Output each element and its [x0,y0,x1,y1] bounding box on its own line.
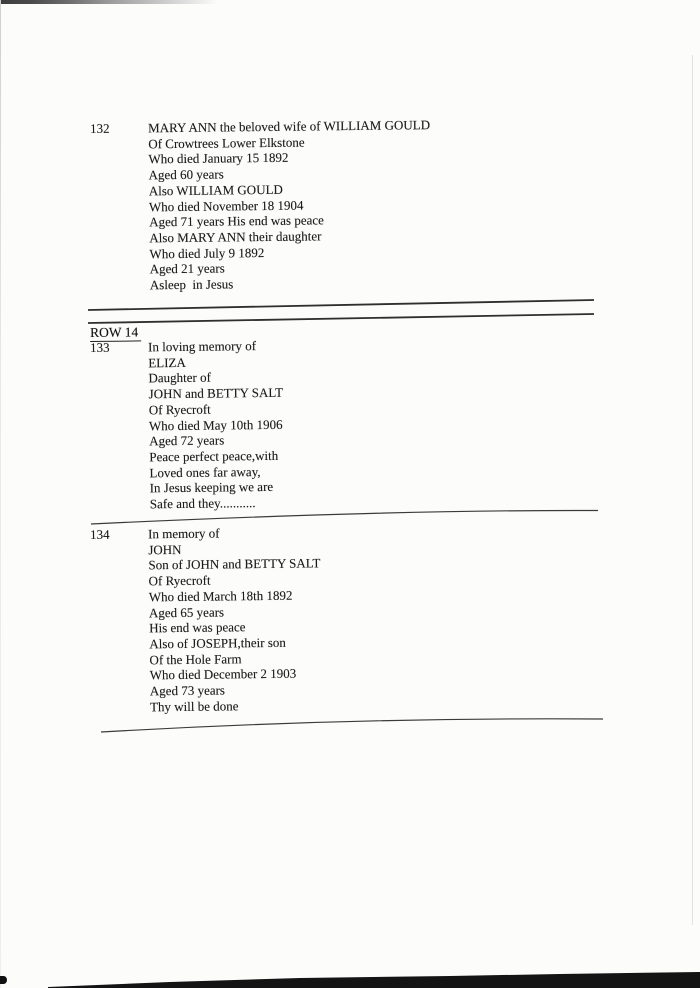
double-rule-top [88,300,594,310]
entry-line: In Jesus keeping we are [149,479,274,496]
separator-after-134 [101,719,603,732]
entry-line: Aged 65 years [148,604,225,620]
memorial-entry-132 [90,117,432,294]
row-heading: ROW 14 [90,324,141,342]
entry-line: Who died March 18th 1892 [148,587,293,605]
entry-line: Aged 72 years [149,432,225,449]
entry-line: Safe and they........... [149,495,256,512]
entry-line: Also of JOSEPH,their son [149,634,286,652]
entry-line: JOHN and BETTY SALT [148,384,284,402]
entry-number: 133 [90,339,110,355]
entry-text [148,524,322,714]
double-rule-bottom [88,314,594,323]
entry-line: Aged 60 years [148,166,224,183]
separator-after-133 [91,510,598,524]
entry-number: 132 [90,120,110,136]
entry-line: Aged 71 years His end was peace [149,212,324,230]
entry-text [148,117,432,293]
entry-number: 134 [90,526,110,542]
entry-line: MARY ANN the beloved wife of WILLIAM GOULD [147,117,431,136]
entry-line: Asleep in Jesus [149,276,234,293]
entry-line: Who died July 9 1892 [149,244,265,261]
entry-line: Who died May 10th 1906 [148,416,283,433]
entry-line: Peace perfect peace,with [149,447,279,465]
memorial-entry-134 [90,524,322,715]
scan-speck-bottom-left [0,976,7,984]
entry-line: Loved ones far away, [149,463,261,480]
entry-line: In memory of [147,525,220,542]
memorial-entry-133 [90,338,284,513]
entry-line: Also MARY ANN their daughter [149,228,322,246]
entry-line: Of the Hole Farm [149,650,242,667]
entry-line: Who died January 15 1892 [148,150,289,167]
entry-line: Thy will be done [149,698,239,715]
entry-line: Also WILLIAM GOULD [148,181,283,199]
entry-line: Aged 73 years [149,682,226,699]
entry-line: His end was peace [149,619,246,636]
entry-line: JOHN [148,541,182,558]
entry-line: In loving memory of [147,338,257,355]
entry-line: Of Ryecroft [148,572,211,589]
entry-line: Of Crowtrees Lower Elkstone [148,134,305,152]
entry-line: Daughter of [148,370,211,386]
entry-text [148,338,284,512]
entry-line: Of Ryecroft [148,401,211,418]
entry-line: Who died December 2 1903 [149,665,297,683]
entry-line: Son of JOHN and BETTY SALT [148,555,321,573]
entry-line: Aged 21 years [149,260,225,277]
entry-line: Who died November 18 1904 [148,197,304,214]
entry-line: ELIZA [148,354,186,371]
